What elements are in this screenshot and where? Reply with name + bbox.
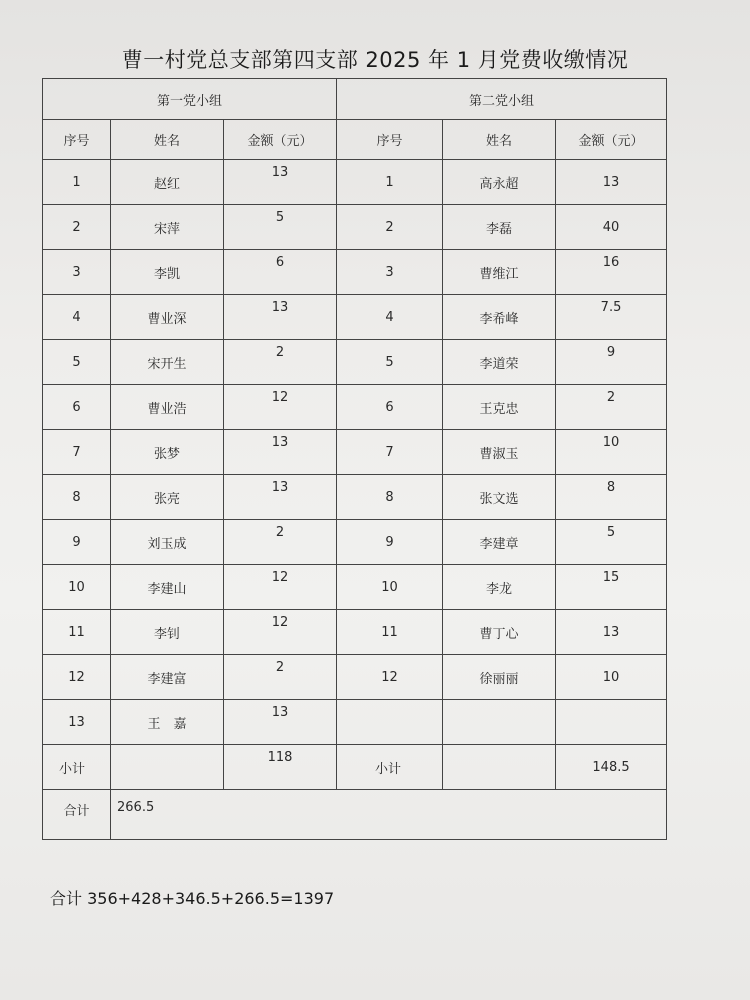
g1-no-cell: 11 xyxy=(43,610,111,655)
g2-subtotal-value: 148.5 xyxy=(556,745,667,790)
g2-header-amount: 金额（元） xyxy=(556,120,667,160)
group-header-row xyxy=(43,79,667,120)
g1-no-cell: 4 xyxy=(43,295,111,340)
g1-amount-cell: 13 xyxy=(224,160,337,205)
g1-amount-cell: 13 xyxy=(224,475,337,520)
g2-no-cell: 8 xyxy=(337,475,443,520)
g2-name-cell: 曹维江 xyxy=(443,250,556,295)
g1-no-cell: 6 xyxy=(43,385,111,430)
g2-header-name: 姓名 xyxy=(443,120,556,160)
table-row xyxy=(43,385,667,430)
total-value: 266.5 xyxy=(111,790,667,840)
g2-amount-cell xyxy=(556,700,667,745)
g2-name-cell: 李道荣 xyxy=(443,340,556,385)
g2-name-cell: 曹淑玉 xyxy=(443,430,556,475)
table-row xyxy=(43,340,667,385)
total-label: 合计 xyxy=(43,790,111,840)
g2-name-cell: 李龙 xyxy=(443,565,556,610)
g1-amount-cell: 5 xyxy=(224,205,337,250)
g1-name-cell: 曹业浩 xyxy=(111,385,224,430)
document-title: 曹一村党总支部第四支部 2025 年 1 月党费收缴情况 xyxy=(121,48,629,72)
g1-name-cell: 张亮 xyxy=(111,475,224,520)
g2-name-cell: 张文选 xyxy=(443,475,556,520)
total-row xyxy=(43,790,667,840)
g1-amount-cell: 12 xyxy=(224,385,337,430)
g1-no-cell: 12 xyxy=(43,655,111,700)
g2-amount-cell: 16 xyxy=(556,250,667,295)
g1-name-cell: 李建山 xyxy=(111,565,224,610)
g2-name-cell: 李建章 xyxy=(443,520,556,565)
table-row xyxy=(43,700,667,745)
table-row xyxy=(43,250,667,295)
party-fee-table xyxy=(42,78,667,840)
g1-amount-cell: 2 xyxy=(224,655,337,700)
g2-header-no: 序号 xyxy=(337,120,443,160)
g2-amount-cell: 5 xyxy=(556,520,667,565)
g2-no-cell: 12 xyxy=(337,655,443,700)
g2-no-cell: 1 xyxy=(337,160,443,205)
g2-no-cell: 10 xyxy=(337,565,443,610)
g2-name-cell: 高永超 xyxy=(443,160,556,205)
grand-sum-note: 合计 356+428+346.5+266.5=1397 xyxy=(50,889,335,908)
g2-no-cell: 3 xyxy=(337,250,443,295)
g2-name-cell: 王克忠 xyxy=(443,385,556,430)
g2-amount-cell: 15 xyxy=(556,565,667,610)
g1-amount-cell: 6 xyxy=(224,250,337,295)
g2-no-cell: 11 xyxy=(337,610,443,655)
g1-name-cell: 刘玉成 xyxy=(111,520,224,565)
group2-name: 第二党小组 xyxy=(337,79,667,120)
g1-amount-cell: 12 xyxy=(224,610,337,655)
g1-no-cell: 13 xyxy=(43,700,111,745)
g2-amount-cell: 13 xyxy=(556,610,667,655)
g1-amount-cell: 13 xyxy=(224,430,337,475)
g2-amount-cell: 10 xyxy=(556,430,667,475)
g2-no-cell: 7 xyxy=(337,430,443,475)
table-row xyxy=(43,295,667,340)
g2-no-cell: 2 xyxy=(337,205,443,250)
g2-name-cell xyxy=(443,700,556,745)
g1-name-cell: 赵红 xyxy=(111,160,224,205)
g1-no-cell: 2 xyxy=(43,205,111,250)
g1-subtotal-label: 小计 xyxy=(43,745,111,790)
g1-name-cell: 李钊 xyxy=(111,610,224,655)
table-row xyxy=(43,565,667,610)
g1-no-cell: 8 xyxy=(43,475,111,520)
g2-name-cell: 李希峰 xyxy=(443,295,556,340)
table-row xyxy=(43,430,667,475)
g2-amount-cell: 8 xyxy=(556,475,667,520)
column-header-row xyxy=(43,120,667,160)
g2-amount-cell: 40 xyxy=(556,205,667,250)
g2-amount-cell: 9 xyxy=(556,340,667,385)
g1-name-cell: 宋开生 xyxy=(111,340,224,385)
g2-name-cell: 李磊 xyxy=(443,205,556,250)
g1-header-name: 姓名 xyxy=(111,120,224,160)
g2-no-cell xyxy=(337,700,443,745)
g1-no-cell: 10 xyxy=(43,565,111,610)
table-row xyxy=(43,205,667,250)
g1-name-cell: 李凯 xyxy=(111,250,224,295)
g2-subtotal-label: 小计 xyxy=(337,745,443,790)
group1-name: 第一党小组 xyxy=(43,79,337,120)
g1-subtotal-empty xyxy=(111,745,224,790)
g1-amount-cell: 2 xyxy=(224,520,337,565)
g1-name-cell: 曹业深 xyxy=(111,295,224,340)
g1-header-no: 序号 xyxy=(43,120,111,160)
g1-name-cell: 张梦 xyxy=(111,430,224,475)
g1-no-cell: 3 xyxy=(43,250,111,295)
g2-amount-cell: 7.5 xyxy=(556,295,667,340)
table-row xyxy=(43,655,667,700)
g1-name-cell: 李建富 xyxy=(111,655,224,700)
table-row xyxy=(43,475,667,520)
g1-amount-cell: 13 xyxy=(224,700,337,745)
g2-amount-cell: 13 xyxy=(556,160,667,205)
subtotal-row xyxy=(43,745,667,790)
g1-amount-cell: 13 xyxy=(224,295,337,340)
g2-no-cell: 5 xyxy=(337,340,443,385)
g2-no-cell: 6 xyxy=(337,385,443,430)
g1-no-cell: 5 xyxy=(43,340,111,385)
g1-header-amount: 金额（元） xyxy=(224,120,337,160)
table-row xyxy=(43,610,667,655)
g2-subtotal-empty xyxy=(443,745,556,790)
g2-name-cell: 徐丽丽 xyxy=(443,655,556,700)
g1-name-cell: 宋萍 xyxy=(111,205,224,250)
g2-no-cell: 4 xyxy=(337,295,443,340)
g1-subtotal-value: 118 xyxy=(224,745,337,790)
g1-name-cell: 王 嘉 xyxy=(111,700,224,745)
g1-amount-cell: 2 xyxy=(224,340,337,385)
g1-no-cell: 9 xyxy=(43,520,111,565)
table-row xyxy=(43,520,667,565)
g1-no-cell: 7 xyxy=(43,430,111,475)
g1-no-cell: 1 xyxy=(43,160,111,205)
g2-amount-cell: 2 xyxy=(556,385,667,430)
g2-name-cell: 曹丁心 xyxy=(443,610,556,655)
g1-amount-cell: 12 xyxy=(224,565,337,610)
g2-no-cell: 9 xyxy=(337,520,443,565)
table-row xyxy=(43,160,667,205)
g2-amount-cell: 10 xyxy=(556,655,667,700)
